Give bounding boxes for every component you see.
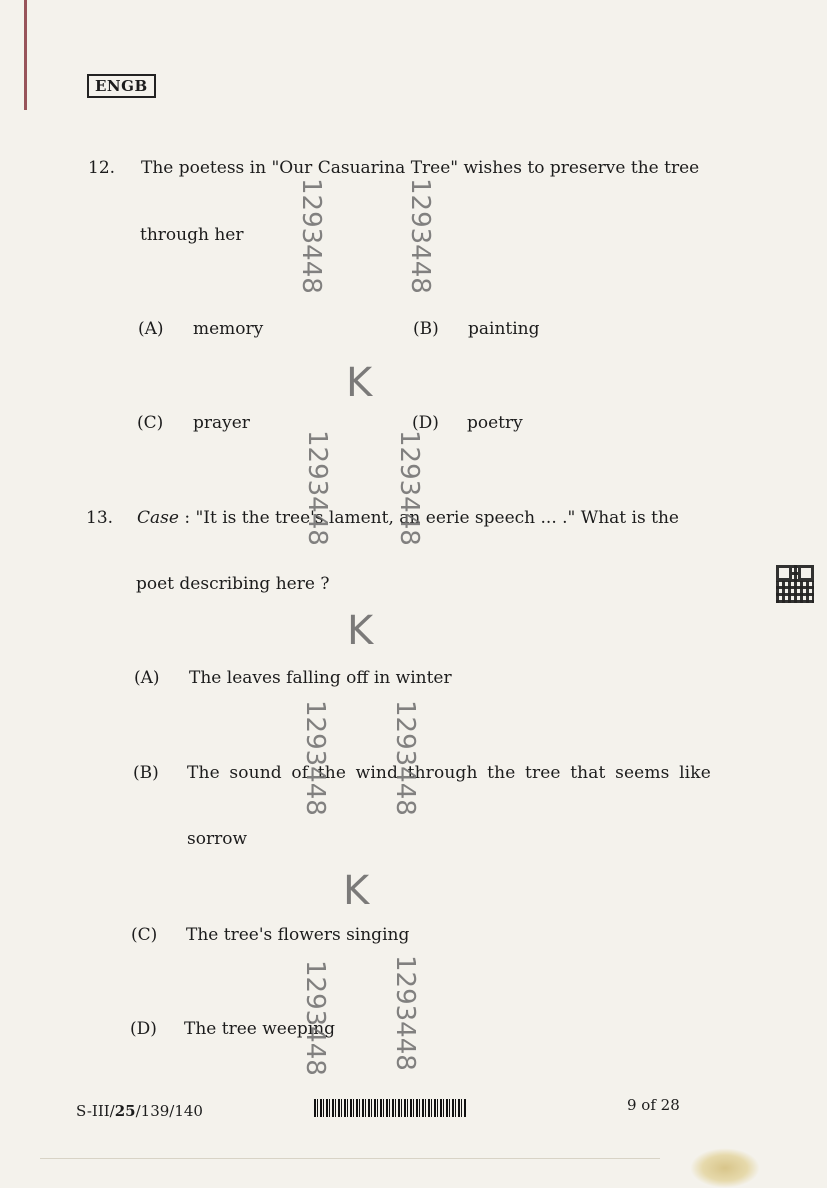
question-12-number: 12.	[88, 158, 116, 178]
q12-option-d-text: poetry	[467, 413, 523, 433]
watermark-letter: K	[346, 360, 373, 406]
footer-code-suffix: /139/140	[135, 1102, 203, 1120]
q13-option-b-text-line2: sorrow	[187, 829, 247, 849]
barcode-icon	[314, 1099, 466, 1117]
q13-option-d-text: The tree weeping	[184, 1019, 336, 1039]
subject-code-box: ENGB	[87, 74, 156, 98]
q13-option-c-text: The tree's flowers singing	[186, 925, 410, 945]
q13-option-a-label: (A)	[134, 668, 160, 688]
watermark-number: 1293448	[394, 430, 424, 546]
watermark-number: 1293448	[300, 960, 330, 1076]
q12-option-a-label: (A)	[138, 319, 164, 339]
q13-option-b-label: (B)	[133, 763, 159, 783]
stain-mark	[690, 1148, 760, 1188]
watermark-number: 1293448	[302, 430, 332, 546]
bottom-divider	[40, 1158, 660, 1159]
q12-option-a-text: memory	[193, 319, 264, 339]
q12-option-b-text: painting	[468, 319, 540, 339]
watermark-letter: K	[343, 868, 370, 914]
q13-option-d-label: (D)	[130, 1019, 157, 1039]
footer-code-prefix: S-III/	[76, 1102, 115, 1120]
watermark-number: 1293448	[300, 700, 330, 816]
q13-option-b-text: The sound of the wind through the tree that seems like	[187, 763, 711, 783]
footer-page-number: 9 of 28	[627, 1096, 680, 1114]
question-13-number: 13.	[86, 508, 114, 528]
question-13-text-line2: poet describing here ?	[136, 574, 330, 594]
q12-option-c-text: prayer	[193, 413, 250, 433]
footer-code-bold: 25	[114, 1102, 136, 1120]
q13-option-a-text: The leaves falling off in winter	[189, 668, 452, 688]
watermark-number: 1293448	[390, 700, 420, 816]
footer-paper-code	[76, 1102, 203, 1120]
page-edge-mark	[24, 0, 27, 110]
watermark-number: 1293448	[405, 178, 435, 294]
question-12-text-line1: The poetess in "Our Casuarina Tree" wishes to preserve the tree	[141, 158, 700, 178]
case-label: Case	[137, 508, 179, 528]
q12-option-d-label: (D)	[412, 413, 439, 433]
q13-option-c-label: (C)	[131, 925, 158, 945]
q12-option-b-label: (B)	[413, 319, 439, 339]
q12-option-c-label: (C)	[137, 413, 164, 433]
question-12-text-line2: through her	[140, 225, 244, 245]
watermark-number: 1293448	[390, 955, 420, 1071]
question-13-text-line1-rest: : "It is the tree's lament, an eerie speech ... ." What is the	[178, 508, 679, 528]
watermark-letter: K	[347, 608, 374, 654]
qr-code-icon	[776, 565, 814, 603]
watermark-number: 1293448	[296, 178, 326, 294]
